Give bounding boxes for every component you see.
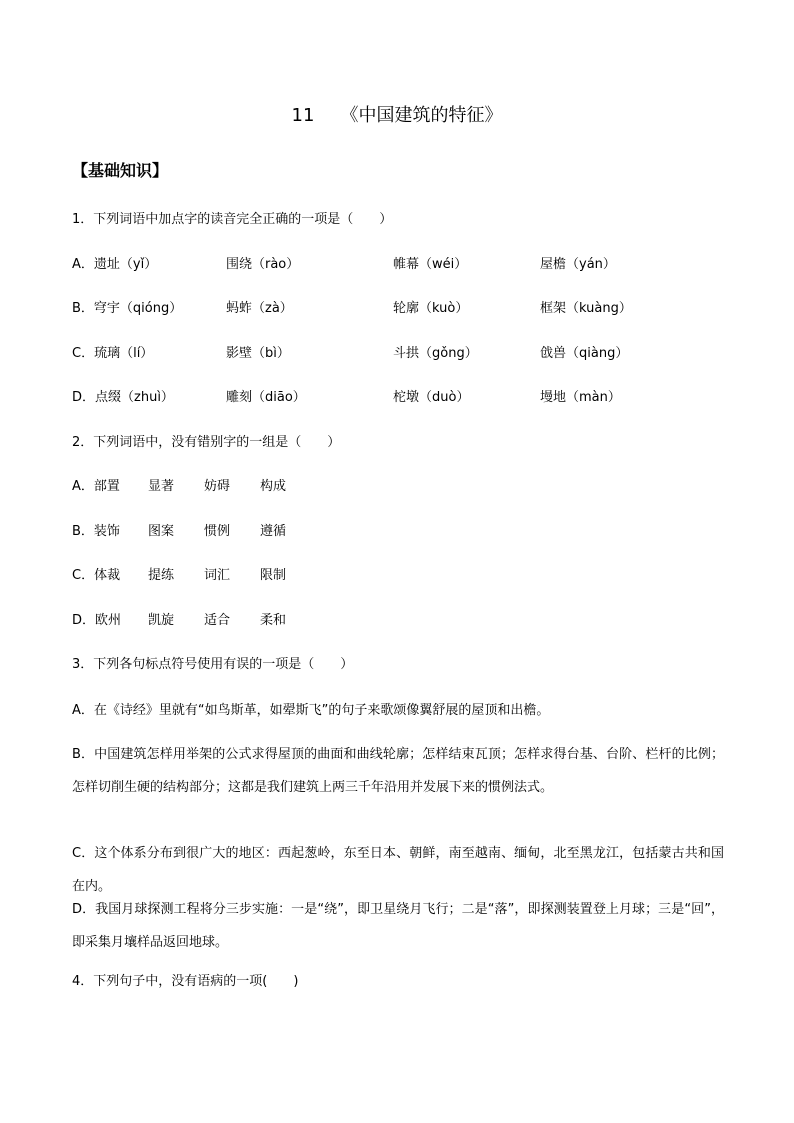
option-cell: 影壁（bì） — [226, 346, 290, 361]
option-cell: 柔和 — [260, 613, 287, 628]
question-4-stem: 4．下列句子中，没有语病的一项( ) — [72, 974, 299, 989]
option-cell: 限制 — [260, 568, 287, 583]
option-cell: 妨碍 — [204, 479, 231, 494]
option-cell: 词汇 — [204, 568, 231, 583]
option-cell: B．穹宇（qióng） — [72, 301, 183, 316]
question-2-stem: 2．下列词语中，没有错别字的一组是（ ） — [72, 435, 341, 450]
option-cell: D．点缀（zhuì） — [72, 390, 174, 405]
option-cell: C．体裁 — [72, 568, 121, 583]
question-3-option-b: B．中国建筑怎样用举架的公式求得屋顶的曲面和曲线轮廓；怎样结束瓦顶；怎样求得台基、台阶、栏杆的比例；怎样切削生硬的结构部分；这都是我们建筑上两三千年沿用并发展下来的惯例法式。 — [72, 747, 724, 795]
question-1-stem: 1．下列词语中加点字的读音完全正确的一项是（ ） — [72, 212, 393, 227]
option-cell: 戗兽（qiàng） — [540, 346, 629, 361]
option-cell: 屋檐（yán） — [540, 257, 616, 272]
option-cell: 帷幕（wéi） — [393, 257, 468, 272]
option-cell: A．部置 — [72, 479, 120, 494]
option-cell: 框架（kuàng） — [540, 301, 632, 316]
option-cell: 显著 — [148, 479, 175, 494]
option-cell: 蚂蚱（zà） — [226, 301, 293, 316]
option-cell: 轮廓（kuò） — [393, 301, 469, 316]
option-cell: 适合 — [204, 613, 231, 628]
option-cell: 墁地（màn） — [540, 390, 621, 405]
option-cell: 构成 — [260, 479, 287, 494]
lesson-number: 11 — [291, 105, 315, 126]
question-3-option-d: D．我国月球探测工程将分三步实施：一是“绕”，即卫星绕月飞行；二是“落”，即探测装置登上月球；三是“回”，即采集月壤样品返回地球。 — [72, 902, 724, 950]
option-cell: 提练 — [148, 568, 175, 583]
page-title — [0, 104, 794, 128]
option-cell: 围绕（rào） — [226, 257, 300, 272]
option-cell: 雕刻（diāo） — [226, 390, 306, 405]
option-cell: C．琉璃（lí） — [72, 346, 154, 361]
option-cell: 凯旋 — [148, 613, 175, 628]
lesson-title: 《中国建筑的特征》 — [340, 105, 503, 126]
section-heading: 【基础知识】 — [72, 161, 169, 180]
option-cell: 遵循 — [260, 524, 287, 539]
question-3-option-c: C．这个体系分布到很广大的地区：西起葱岭，东至日本、朝鲜，南至越南、缅甸，北至黑龙江，包括蒙古共和国在内。 — [72, 846, 724, 894]
option-cell: 斗拱（gǒng） — [393, 346, 478, 361]
option-cell: A．遗址（yǐ） — [72, 257, 158, 272]
option-cell: 图案 — [148, 524, 175, 539]
option-cell: D．欧州 — [72, 613, 122, 628]
question-3-stem: 3．下列各句标点符号使用有误的一项是（ ） — [72, 657, 354, 672]
option-cell: B．装饰 — [72, 524, 120, 539]
question-3-option-a: A．在《诗经》里就有“如鸟斯革，如翚斯飞”的句子来歌颂像翼舒展的屋顶和出檐。 — [72, 703, 550, 718]
option-cell: 惯例 — [204, 524, 231, 539]
option-cell: 柁墩（duò） — [393, 390, 470, 405]
